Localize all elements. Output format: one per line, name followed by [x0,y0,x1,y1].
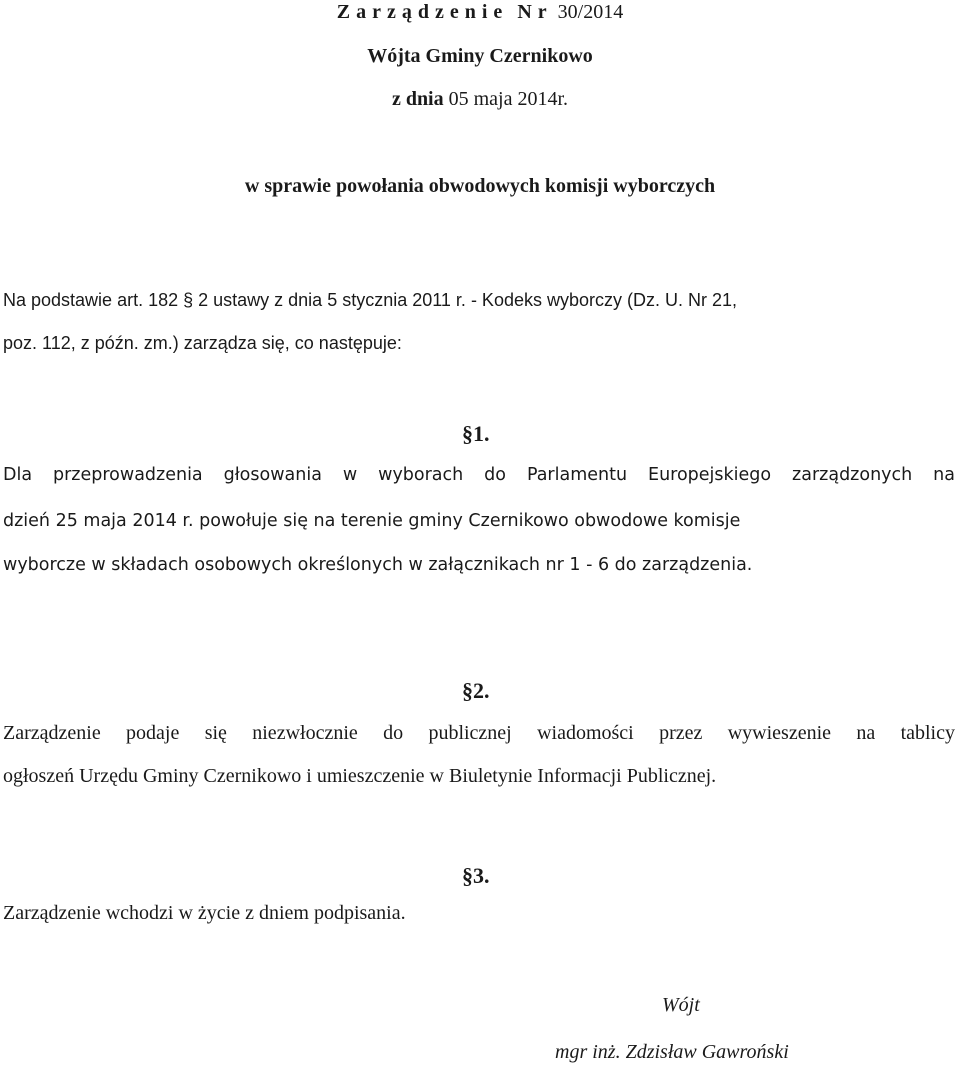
preamble-text-before-sign: Na podstawie art. 182 [3,290,184,310]
section-1-line-2 [3,510,740,531]
signature-role: Wójt [662,994,700,1016]
date-value: 05 maja 2014r. [448,88,569,110]
signature-name: mgr inż. Zdzisław Gawroński [555,1041,789,1063]
date-label: z dnia [391,88,444,110]
section-1-text-2: dzień 25 maja 2014 r. powołuje się na terenie gminy Czernikowo obwodowe komisje [3,511,741,531]
section-2-mark [462,680,490,702]
section-sign-icon: § [462,421,473,446]
section-2-number: 2. [473,678,490,703]
section-1-line-1: Dla przeprowadzenia głosowania w wyborach do Parlamentu Europejskiego zarządzonych na [3,465,955,485]
section-1-text-3: wyborcze w składach osobowych określonych w załącznikach nr 1 - 6 do zarządzenia. [3,555,753,575]
title-nr-label: Nr [517,1,553,23]
document-date [0,89,960,109]
section-sign-icon: § [462,678,473,703]
section-1-number: 1. [473,421,490,446]
preamble-line-1 [3,290,737,310]
document-subject: w sprawie powołania obwodowych komisji wyborczych [244,175,716,197]
section-3-text-1: Zarządzenie wchodzi w życie z dniem podpisania. [3,902,406,924]
title-number: 30/2014 [557,1,624,23]
preamble-text-1 [3,290,737,310]
section-3-line-1 [3,903,406,923]
section-2-line-1: Zarządzenie podaje się niezwłocznie do publicznej wiadomości przez wywieszenie na tablicy [3,722,955,744]
section-2-line-2 [3,766,716,786]
section-1-line-3 [3,554,752,575]
title-word: Zarządzenie [336,1,509,23]
section-sign-icon: § [183,290,194,310]
section-1-mark [462,423,490,445]
section-3-mark [462,865,490,887]
preamble-text-after-sign: 2 ustawy z dnia 5 stycznia 2011 r. - Kodeks wyborczy (Dz. U. Nr 21, [193,290,738,310]
preamble-line-2 [3,333,402,353]
document-title [0,2,960,22]
section-2-text-2: ogłoszeń Urzędu Gminy Czernikowo i umieszczenie w Biuletynie Informacji Publicznej. [3,765,717,787]
preamble-text-2: poz. 112, z późn. zm.) zarządza się, co następuje: [3,333,402,353]
issuing-authority: Wójta Gminy Czernikowo [367,45,593,67]
section-3-number: 3. [473,863,490,888]
section-sign-icon: § [462,863,473,888]
